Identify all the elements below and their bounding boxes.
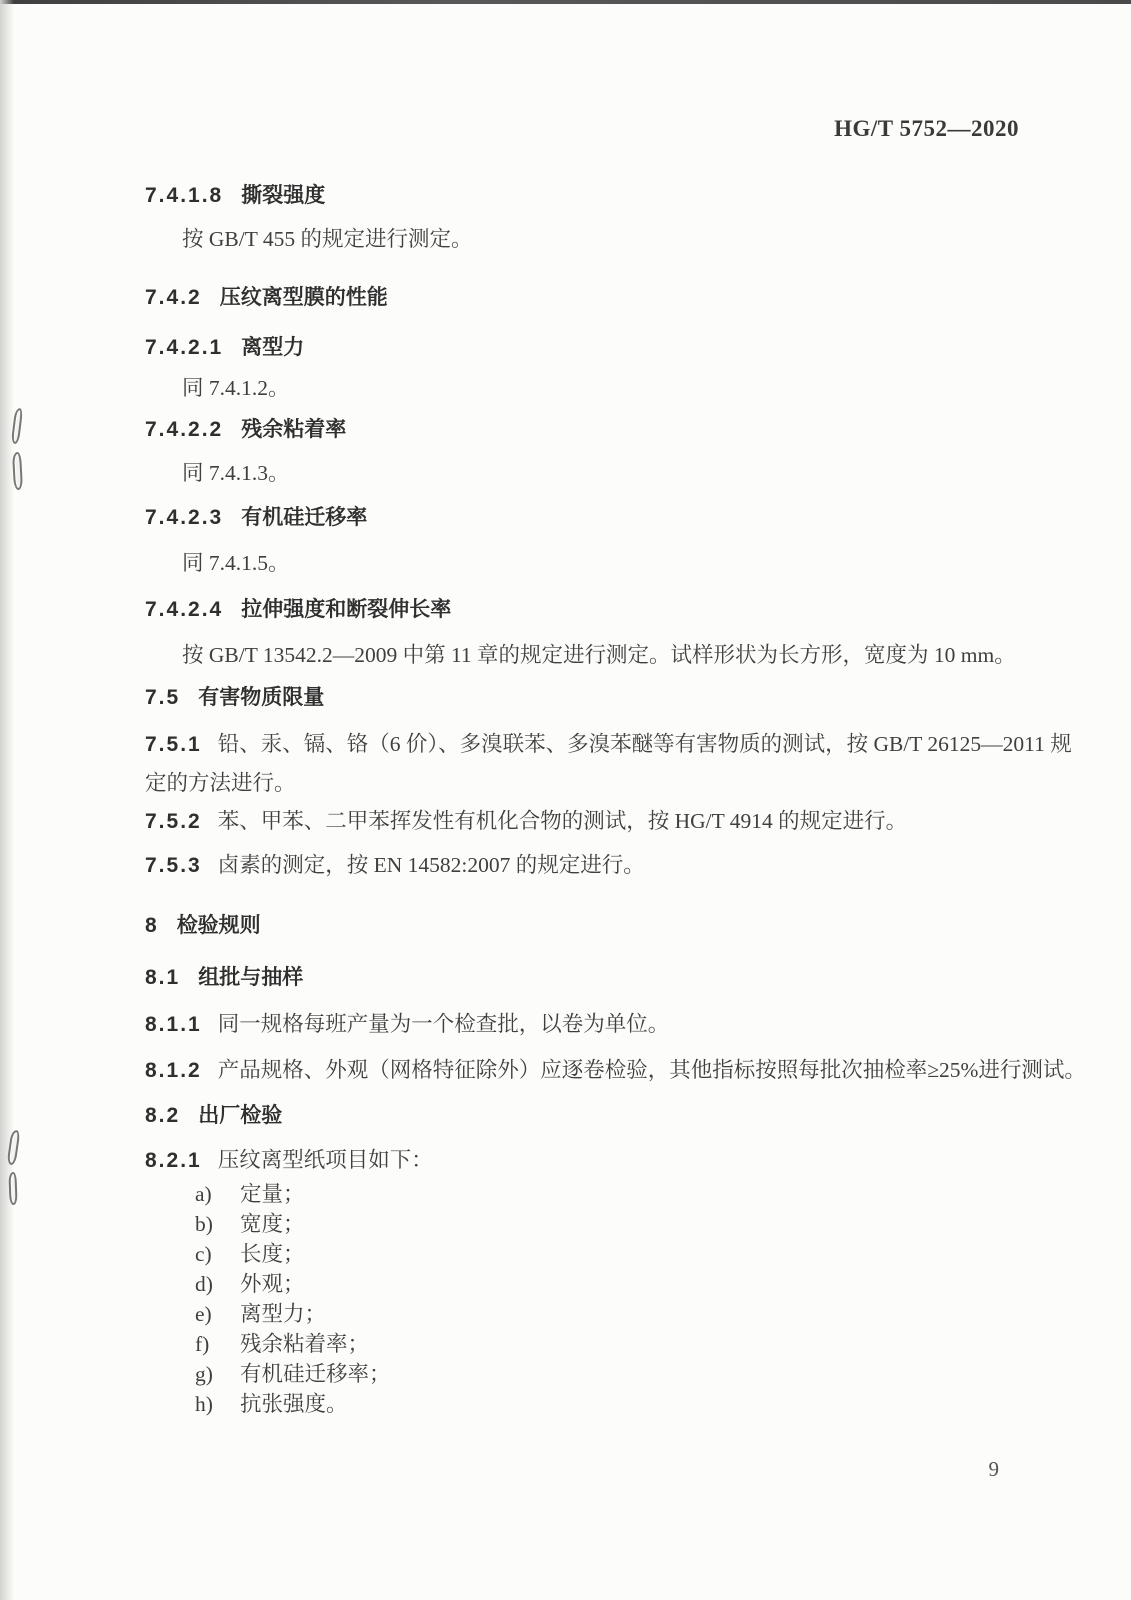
clause-number: 8.1.1 <box>145 1013 202 1036</box>
clause-number: 7.4.2.4 <box>145 598 224 621</box>
numbered-paragraph-7-5-2 <box>145 806 1019 837</box>
body-paragraph: 同 7.4.1.5。 <box>182 551 290 575</box>
body-paragraph: 同 7.4.1.2。 <box>182 376 290 400</box>
clause-number: 7.4.1.8 <box>145 184 224 207</box>
numbered-paragraph-8-1-2 <box>145 1055 1086 1086</box>
list-item <box>145 1209 1019 1239</box>
clause-heading-7-4-2-2 <box>145 415 1019 445</box>
list-item-text: 定量； <box>240 1182 305 1206</box>
clause-number: 8.1 <box>145 966 181 989</box>
clause-heading-8-1 <box>145 963 1019 993</box>
clause-title: 残余粘着率 <box>241 418 347 441</box>
list-item-label: g) <box>195 1362 213 1386</box>
paragraph-line: 铅、汞、镉、铬（6 价）、多溴联苯、多溴苯醚等有害物质的测试，按 GB/T 26125—2011 规 <box>217 732 1072 756</box>
numbered-paragraph-8-2-1 <box>145 1145 1019 1176</box>
clause-title: 有害物质限量 <box>198 686 325 709</box>
clause-title: 组批与抽样 <box>198 966 304 989</box>
list-item-label: d) <box>195 1272 213 1296</box>
list-item-text: 抗张强度。 <box>240 1392 348 1416</box>
clause-heading-7-4-2-4 <box>145 595 1019 625</box>
list-item <box>145 1299 1019 1329</box>
clause-title: 离型力 <box>241 336 305 359</box>
list-item-text: 有机硅迁移率； <box>240 1362 391 1386</box>
scan-edge-left <box>0 0 14 1600</box>
paragraph-text: 卤素的测定，按 EN 14582:2007 的规定进行。 <box>217 853 645 877</box>
numbered-paragraph-7-5-1 <box>145 725 1072 802</box>
list-item <box>145 1389 1019 1419</box>
list-item-text: 宽度； <box>240 1212 305 1236</box>
clause-number: 7.4.2 <box>145 286 202 309</box>
body-paragraph: 同 7.4.1.3。 <box>182 461 290 485</box>
page-number: 9 <box>988 1457 999 1481</box>
clause-number: 8.2.1 <box>145 1149 202 1172</box>
body-paragraph: 按 GB/T 13542.2—2009 中第 11 章的规定进行测定。试样形状为长方形，宽度为 10 mm。 <box>182 643 1016 667</box>
list-item <box>145 1239 1019 1269</box>
clause-heading-7-4-1-8 <box>145 181 1019 211</box>
paragraph-line: 定的方法进行。 <box>145 771 296 795</box>
clause-title: 有机硅迁移率 <box>241 506 368 529</box>
standard-number-header: HG/T 5752—2020 <box>834 116 1019 141</box>
list-item-label: e) <box>195 1302 212 1326</box>
paragraph-text: 苯、甲苯、二甲苯挥发性有机化合物的测试，按 HG/T 4914 的规定进行。 <box>217 809 908 833</box>
clause-heading-7-4-2 <box>145 283 1019 313</box>
numbered-paragraph-8-1-1 <box>145 1009 1019 1040</box>
paragraph-text: 同一规格每班产量为一个检查批，以卷为单位。 <box>217 1012 670 1036</box>
list-item-label: f) <box>195 1332 210 1356</box>
clause-number: 7.4.2.2 <box>145 418 224 441</box>
clause-title: 出厂检验 <box>198 1104 283 1127</box>
list-item-label: b) <box>195 1212 213 1236</box>
clause-number: 8 <box>145 914 159 937</box>
clause-title: 检验规则 <box>176 914 261 937</box>
clause-number: 7.4.2.3 <box>145 506 224 529</box>
clause-heading-8-2 <box>145 1101 1019 1131</box>
chapter-heading-8 <box>145 911 1019 941</box>
list-item-text: 外观； <box>240 1272 305 1296</box>
body-paragraph: 按 GB/T 455 的规定进行测定。 <box>182 227 473 251</box>
clause-title: 压纹离型膜的性能 <box>219 286 388 309</box>
list-item-label: h) <box>195 1392 213 1416</box>
clause-title: 拉伸强度和断裂伸长率 <box>241 598 452 621</box>
numbered-paragraph-7-5-3 <box>145 850 1019 881</box>
paragraph-text: 产品规格、外观（网格特征除外）应逐卷检验，其他指标按照每批次抽检率≥25%进行测试。 <box>217 1058 1086 1082</box>
clause-title: 撕裂强度 <box>241 184 326 207</box>
list-item-text: 长度； <box>240 1242 305 1266</box>
scan-edge-top <box>0 0 1131 4</box>
list-item <box>145 1269 1019 1299</box>
clause-number: 7.5 <box>145 686 181 709</box>
clause-number: 7.5.1 <box>145 733 202 756</box>
clause-heading-7-4-2-1 <box>145 333 1019 363</box>
list-item <box>145 1329 1019 1359</box>
list-item <box>145 1359 1019 1389</box>
clause-number: 7.5.3 <box>145 854 202 877</box>
staple-mark <box>8 1172 17 1205</box>
clause-number: 7.4.2.1 <box>145 336 224 359</box>
inspection-items-list <box>145 1179 1019 1419</box>
list-item <box>145 1179 1019 1209</box>
staple-mark <box>12 452 23 490</box>
clause-number: 8.2 <box>145 1104 181 1127</box>
clause-number: 8.1.2 <box>145 1059 202 1082</box>
list-item-text: 残余粘着率； <box>240 1332 370 1356</box>
clause-number: 7.5.2 <box>145 810 202 833</box>
clause-heading-7-4-2-3 <box>145 503 1019 533</box>
list-item-text: 离型力； <box>240 1302 327 1326</box>
clause-heading-7-5 <box>145 683 1019 713</box>
list-item-label: c) <box>195 1242 212 1266</box>
list-item-label: a) <box>195 1182 212 1206</box>
paragraph-text: 压纹离型纸项目如下： <box>217 1148 433 1172</box>
